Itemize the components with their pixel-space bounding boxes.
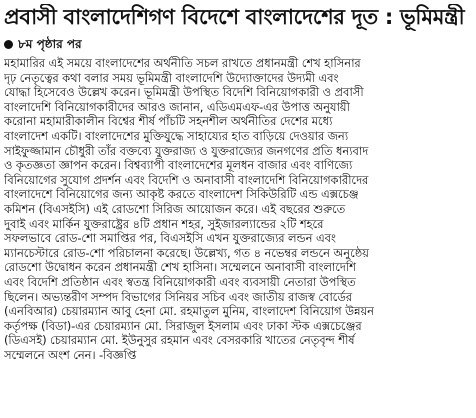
body-line: সফলভাবে রোড-শো সমাপ্তির পর, বিএসইসি এখন যুক্তরাজ্যের লন্ডন এবং <box>4 231 336 246</box>
body-line: ও কৃতজ্ঞতা জ্ঞাপন করেন। বিশ্বব্যাপী বাংলাদেশের মূলধন বাজার এবং বাণিজ্যে <box>4 158 353 173</box>
body-line: রোডশো উদ্বোধন করেন প্রধানমন্ত্রী শেখ হাসিনা। সম্মেলনে অনাবাসী বাংলাদেশি <box>4 260 356 275</box>
body-line: কমিশন (বিএসইসি) এই রোডশো সিরিজ আয়োজন করে। এই বছরের শুরুতে <box>4 201 346 216</box>
body-line: বাংলাদেশে বিনিয়োগের জন্য আকৃষ্ট করতে বাংলাদেশ সিকিউরিটি এন্ড এক্সচেঞ্জ <box>4 187 359 202</box>
continuation-label: ৮ম পৃষ্ঠার পর <box>18 37 82 51</box>
body-line: বিনিয়োগের সুযোগ প্রদর্শন এবং বিদেশি ও অনাবাসী বাংলাদেশি বিনিয়োগকারীদের <box>4 172 369 187</box>
article-body <box>4 56 472 362</box>
body-line: কর্তৃপক্ষ (বিডা)-এর চেয়ারম্যান মো. সিরাজুল ইসলাম এবং ঢাকা স্টক এক্সচেঞ্জের <box>4 318 362 333</box>
body-line: (এনবিআর) চেয়ারম্যান আবু হেনা মো. রহমাতুল মুনিম, বাংলাদেশ বিনিয়োগ উন্নয়ন <box>4 304 374 319</box>
body-line: সাইফুজ্জামান চৌধুরী তাঁর বক্তব্যে যুক্তরাজ্য ও যুক্তরাজ্যের জনগণের প্রতি ধন্যবাদ <box>4 143 369 158</box>
body-line: বাংলাদেশ একটি। বাংলাদেশের মুক্তিযুদ্ধে সাহায্যের হাত বাড়িয়ে দেওয়ার জন্য <box>4 128 349 143</box>
body-line: দৃঢ় নেতৃত্বের কথা বলার সময় ভূমিমন্ত্রী বাংলাদেশি উদ্যোক্তাদের উদ্যমী এবং <box>4 70 339 85</box>
body-line: এবং বিদেশি প্রতিষ্ঠান এবং স্বতন্ত্র বিনিয়োগকারী এবং ব্যবসায়ী নেতারা উপস্থিত <box>4 274 356 289</box>
body-line: করোনা মহামারীকালীন বিশ্বের শীর্ষ পাঁচটি সহনশীল অর্থনীতির দেশের মধ্যে <box>4 114 333 129</box>
bullet-icon <box>4 40 13 49</box>
body-line: বাংলাদেশি বিনিয়োগকারীদের আরও জানান, এডিএমএফ-এর উপাত্ত অনুযায়ী <box>4 99 350 114</box>
body-line: মহামারির এই সময়ে বাংলাদেশের অর্থনীতি সচল রাখতে প্রধানমন্ত্রী শেখ হাসিনার <box>4 56 361 70</box>
body-line: ছিলেন। অভ্যন্তরীণ সম্পদ বিভাগের সিনিয়র সচিব এবং জাতীয় রাজস্ব বোর্ডের <box>4 289 352 304</box>
body-line: সম্মেলনে অংশ নেন। -বিজ্ঞপ্তি <box>4 347 137 362</box>
body-line: যোদ্ধা হিসেবেও উল্লেখ করেন। ভূমিমন্ত্রী উপস্থিত বিদেশি বিনিয়োগকারী ও প্রবাসী <box>4 85 364 100</box>
body-line: ম্যানচেস্টারে রোড-শো পরিচালনা করেছে। উল্লেখ্য, গত ৪ নভেম্বর লন্ডনে অনুষ্ঠেয় <box>4 245 369 260</box>
body-line: দুবাই এবং মার্কিন যুক্তরাষ্ট্রের ৪টি প্রধান শহর, সুইজারল্যান্ডের ২টি শহরে <box>4 216 324 231</box>
body-line: (ডিএসই) চেয়ারম্যান মো. ইউনুসুর রহমান এবং বেসরকারি খাতের নেতৃবৃন্দ শীর্ষ <box>4 333 355 348</box>
continuation-marker <box>4 35 472 53</box>
article-headline: প্রবাসী বাংলাদেশিগণ বিদেশে বাংলাদেশের দূত : ভূমিমন্ত্রী <box>4 5 465 29</box>
